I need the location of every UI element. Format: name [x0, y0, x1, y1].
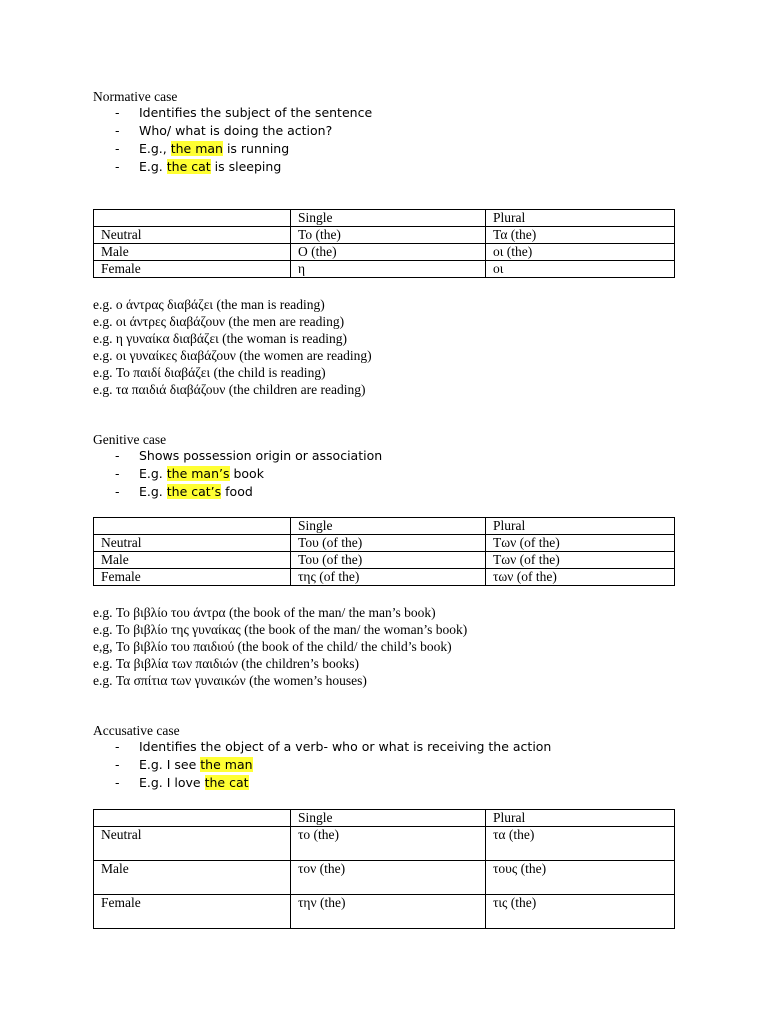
- genitive-bullets: [115, 447, 382, 501]
- table-cell: Του (of the): [291, 535, 486, 552]
- table-cell: Neutral: [94, 827, 291, 861]
- accusative-table: [93, 809, 675, 929]
- nominative-examples: [93, 296, 372, 398]
- table-cell: Τα (the): [486, 227, 675, 244]
- table-cell: την (the): [291, 895, 486, 929]
- table-cell: Female: [94, 569, 291, 586]
- genitive-examples: [93, 604, 467, 689]
- example-line: e.g. Το βιβλίο του άντρα (the book of the man/ the man’s book): [93, 605, 436, 620]
- table-cell: Plural: [486, 810, 675, 827]
- table-row: [94, 227, 675, 244]
- example-line: e.g. οι γυναίκες διαβάζουν (the women are reading): [93, 348, 372, 363]
- table-cell: των (of the): [486, 569, 675, 586]
- genitive-table: [93, 517, 675, 586]
- example-line: e.g. η γυναίκα διαβάζει (the woman is reading): [93, 331, 348, 346]
- table-row: [94, 827, 675, 861]
- list-item: - E.g., the man is running: [115, 141, 290, 156]
- table-header-row: [94, 518, 675, 535]
- example-line: e.g. οι άντρες διαβάζουν (the men are reading): [93, 314, 345, 329]
- list-item: - E.g. I love the cat: [115, 775, 249, 790]
- table-cell: Single: [291, 210, 486, 227]
- table-cell: Single: [291, 518, 486, 535]
- table-cell: Neutral: [94, 535, 291, 552]
- table-cell: οι: [486, 261, 675, 278]
- table-cell: [94, 810, 291, 827]
- table-cell: [94, 518, 291, 535]
- table-row: [94, 244, 675, 261]
- table-cell: η: [291, 261, 486, 278]
- table-cell: της (of the): [291, 569, 486, 586]
- table-cell: τους (the): [486, 861, 675, 895]
- accusative-heading: Accusative case: [93, 723, 180, 738]
- table-cell: Του (of the): [291, 552, 486, 569]
- table-header-row: [94, 210, 675, 227]
- table-cell: Female: [94, 261, 291, 278]
- table-cell: το (the): [291, 827, 486, 861]
- table-cell: τις (the): [486, 895, 675, 929]
- table-cell: τα (the): [486, 827, 675, 861]
- table-cell: Neutral: [94, 227, 291, 244]
- list-item: - E.g. I see the man: [115, 757, 253, 772]
- nominative-bullets: [115, 104, 372, 176]
- example-line: e,g, Το βιβλίο του παιδιού (the book of the child/ the child’s book): [93, 639, 452, 654]
- table-cell: Female: [94, 895, 291, 929]
- example-line: e.g. τα παιδιά διαβάζουν (the children are reading): [93, 382, 366, 397]
- list-item: - E.g. the cat is sleeping: [115, 159, 282, 174]
- list-item: - Who/ what is doing the action?: [115, 123, 333, 138]
- table-cell: Των (of the): [486, 535, 675, 552]
- example-line: e.g. ο άντρας διαβάζει (the man is reading): [93, 297, 325, 312]
- table-cell: Male: [94, 244, 291, 261]
- list-item: - Shows possession origin or association: [115, 448, 383, 463]
- table-cell: Plural: [486, 210, 675, 227]
- list-item: - Identifies the subject of the sentence: [115, 105, 373, 120]
- table-cell: οι (the): [486, 244, 675, 261]
- table-cell: Single: [291, 810, 486, 827]
- table-header-row: [94, 810, 675, 827]
- table-row: [94, 552, 675, 569]
- example-line: e.g. Τα βιβλία των παιδιών (the children’s books): [93, 656, 360, 671]
- table-cell: Ο (the): [291, 244, 486, 261]
- list-item: - E.g. the man’s book: [115, 466, 264, 481]
- nominative-heading: Normative case: [93, 89, 178, 104]
- table-row: [94, 861, 675, 895]
- genitive-heading: Genitive case: [93, 432, 167, 447]
- list-item: - Identifies the object of a verb- who or what is receiving the action: [115, 739, 552, 754]
- table-cell: τον (the): [291, 861, 486, 895]
- table-row: [94, 895, 675, 929]
- table-row: [94, 535, 675, 552]
- table-cell: Plural: [486, 518, 675, 535]
- example-line: e.g. Το βιβλίο της γυναίκας (the book of the man/ the woman’s book): [93, 622, 468, 637]
- accusative-bullets: [115, 738, 551, 792]
- list-item: - E.g. the cat’s food: [115, 484, 253, 499]
- table-cell: Των (of the): [486, 552, 675, 569]
- table-cell: Male: [94, 552, 291, 569]
- example-line: e.g. Το παιδί διαβάζει (the child is reading): [93, 365, 326, 380]
- table-cell: Male: [94, 861, 291, 895]
- table-row: [94, 261, 675, 278]
- nominative-table: [93, 209, 675, 278]
- table-cell: [94, 210, 291, 227]
- table-cell: Το (the): [291, 227, 486, 244]
- table-row: [94, 569, 675, 586]
- example-line: e.g. Τα σπίτια των γυναικών (the women’s houses): [93, 673, 367, 688]
